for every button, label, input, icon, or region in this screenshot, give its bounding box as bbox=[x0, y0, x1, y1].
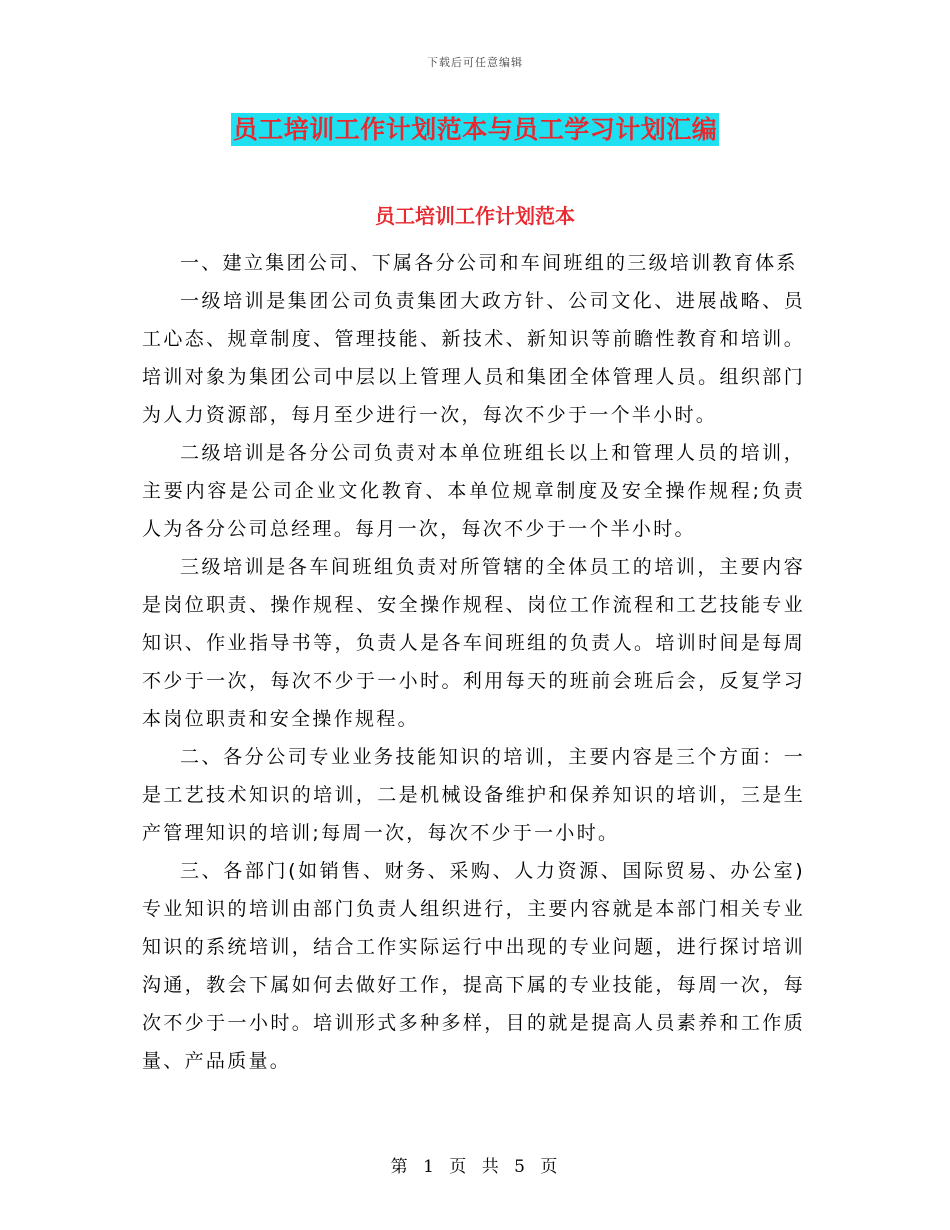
paragraph: 二、各分公司专业业务技能知识的培训，主要内容是三个方面：一是工艺技术知识的培训，二是机械设备维护和保养知识的培训，三是生产管理知识的培训;每周一次，每次不少于一小时。 bbox=[142, 746, 805, 844]
section-title: 员工培训工作计划范本 bbox=[375, 204, 575, 228]
header-note: 下载后可任意编辑 bbox=[427, 56, 523, 69]
paragraph: 二级培训是各分公司负责对本单位班组长以上和管理人员的培训，主要内容是公司企业文化教育、本单位规章制度及安全操作规程;负责人为各分公司总经理。每月一次，每次不少于一个半小时。 bbox=[142, 442, 805, 540]
page-number-footer: 第 1 页 共 5 页 bbox=[390, 1157, 560, 1177]
paragraph: 一级培训是集团公司负责集团大政方针、公司文化、进展战略、员工心态、规章制度、管理技能、新技术、新知识等前瞻性教育和培训。培训对象为集团公司中层以上管理人员和集团全体管理人员。组织部门为人力资源部，每月至少进行一次，每次不少于一个半小时。 bbox=[142, 290, 805, 426]
document-title-container bbox=[0, 113, 950, 146]
paragraph: 三、各部门(如销售、财务、采购、人力资源、国际贸易、办公室)专业知识的培训由部门负责人组织进行，主要内容就是本部门相关专业知识的系统培训，结合工作实际运行中出现的专业问题，进行探讨培训沟通，教会下属如何去做好工作，提高下属的专业技能，每周一次，每次不少于一小时。培训形式多种多样，目的就是提高人员素养和工作质量、产品质量。 bbox=[142, 860, 805, 1072]
document-body bbox=[142, 244, 805, 1080]
paragraph: 一、建立集团公司、下属各分公司和车间班组的三级培训教育体系 bbox=[180, 252, 798, 274]
document-title: 员工培训工作计划范本与员工学习计划汇编 bbox=[232, 115, 718, 144]
paragraph: 三级培训是各车间班组负责对所管辖的全体员工的培训，主要内容是岗位职责、操作规程、安全操作规程、岗位工作流程和工艺技能专业知识、作业指导书等，负责人是各车间班组的负责人。培训时间是每周不少于一次，每次不少于一小时。利用每天的班前会班后会，反复学习本岗位职责和安全操作规程。 bbox=[142, 556, 805, 730]
